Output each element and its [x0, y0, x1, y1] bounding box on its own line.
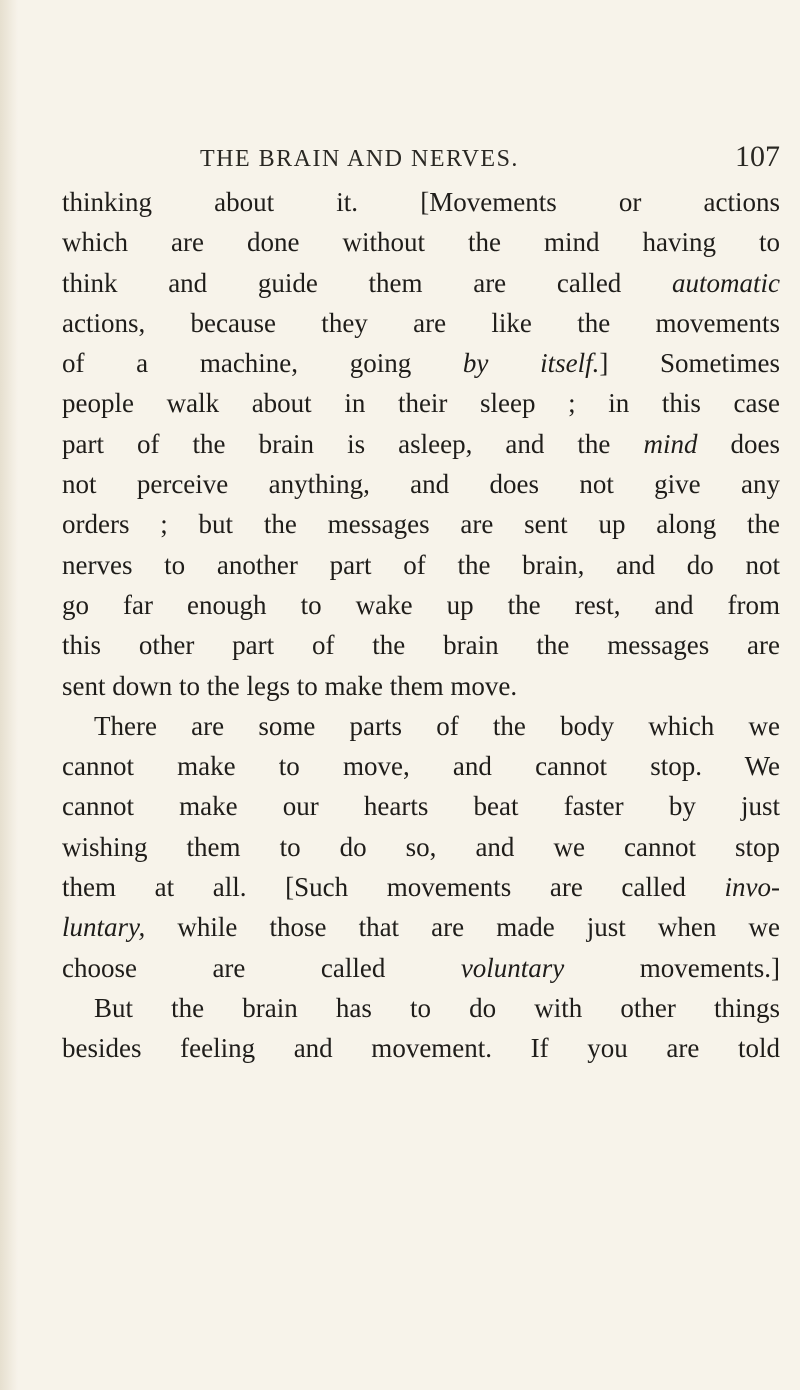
text-line: [62, 303, 780, 343]
page-number: 107: [735, 140, 780, 173]
text-line: [62, 706, 780, 746]
text-span: them at all. [Such movements are called: [62, 872, 725, 903]
page-gutter-shadow: [0, 0, 18, 1390]
text-span: There are some parts of the body which we: [94, 710, 780, 741]
text-line: [62, 585, 780, 625]
text-span: wishing them to do so, and we cannot stop: [62, 831, 780, 862]
text-line: [62, 222, 780, 262]
text-span: actions, because they are like the movements: [62, 307, 780, 338]
text-span: movements.]: [564, 952, 780, 983]
text-line: [62, 545, 780, 585]
text-span: nerves to another part of the brain, and do not: [62, 549, 780, 580]
italic-span: by itself.: [462, 348, 600, 379]
text-line: [62, 383, 780, 423]
text-line: [62, 746, 780, 786]
text-line: [62, 182, 780, 222]
text-line: [62, 988, 780, 1028]
text-line: [62, 786, 780, 826]
text-line: [62, 867, 780, 907]
text-line: [62, 263, 780, 303]
text-line: [62, 343, 780, 383]
text-span: besides feeling and movement. If you are told: [62, 1033, 780, 1064]
text-span: go far enough to wake up the rest, and from: [62, 589, 780, 620]
text-line: [62, 625, 780, 665]
text-line: [62, 666, 780, 706]
text-span: part of the brain is asleep, and the: [62, 428, 644, 459]
running-head: [200, 140, 780, 180]
text-span: But the brain has to do with other things: [94, 992, 780, 1023]
text-span: choose are called: [62, 952, 461, 983]
text-span: which are done without the mind having to: [62, 227, 780, 258]
text-line: [62, 948, 780, 988]
text-span: sent down to the legs to make them move.: [62, 670, 518, 701]
text-span: not perceive anything, and does not give any: [62, 469, 780, 500]
italic-span: luntary,: [62, 912, 146, 943]
running-title: THE BRAIN AND NERVES.: [200, 146, 519, 172]
text-span: think and guide them are called: [62, 267, 672, 298]
text-span: people walk about in their sleep ; in this case: [62, 388, 780, 419]
italic-span: automatic: [672, 267, 780, 298]
text-span: this other part of the brain the messages are: [62, 630, 780, 661]
text-span: does: [697, 428, 780, 459]
text-line: [62, 424, 780, 464]
italic-span: invo-: [724, 872, 780, 903]
text-line: [62, 464, 780, 504]
text-span: thinking about it. [Movements or actions: [62, 187, 780, 217]
text-line: [62, 504, 780, 544]
text-span: while those that are made just when we: [145, 912, 780, 943]
italic-span: voluntary: [460, 952, 565, 983]
text-span: of a machine, going: [62, 348, 463, 379]
text-span: ] Sometimes: [599, 348, 780, 379]
text-span: orders ; but the messages are sent up along the: [62, 509, 780, 540]
text-span: cannot make our hearts beat faster by just: [62, 791, 780, 822]
text-span: cannot make to move, and cannot stop. We: [62, 751, 780, 782]
text-line: [62, 827, 780, 867]
text-line: [62, 1028, 780, 1068]
text-line: [62, 907, 780, 947]
italic-span: mind: [643, 428, 698, 459]
body-text: [62, 182, 780, 1069]
